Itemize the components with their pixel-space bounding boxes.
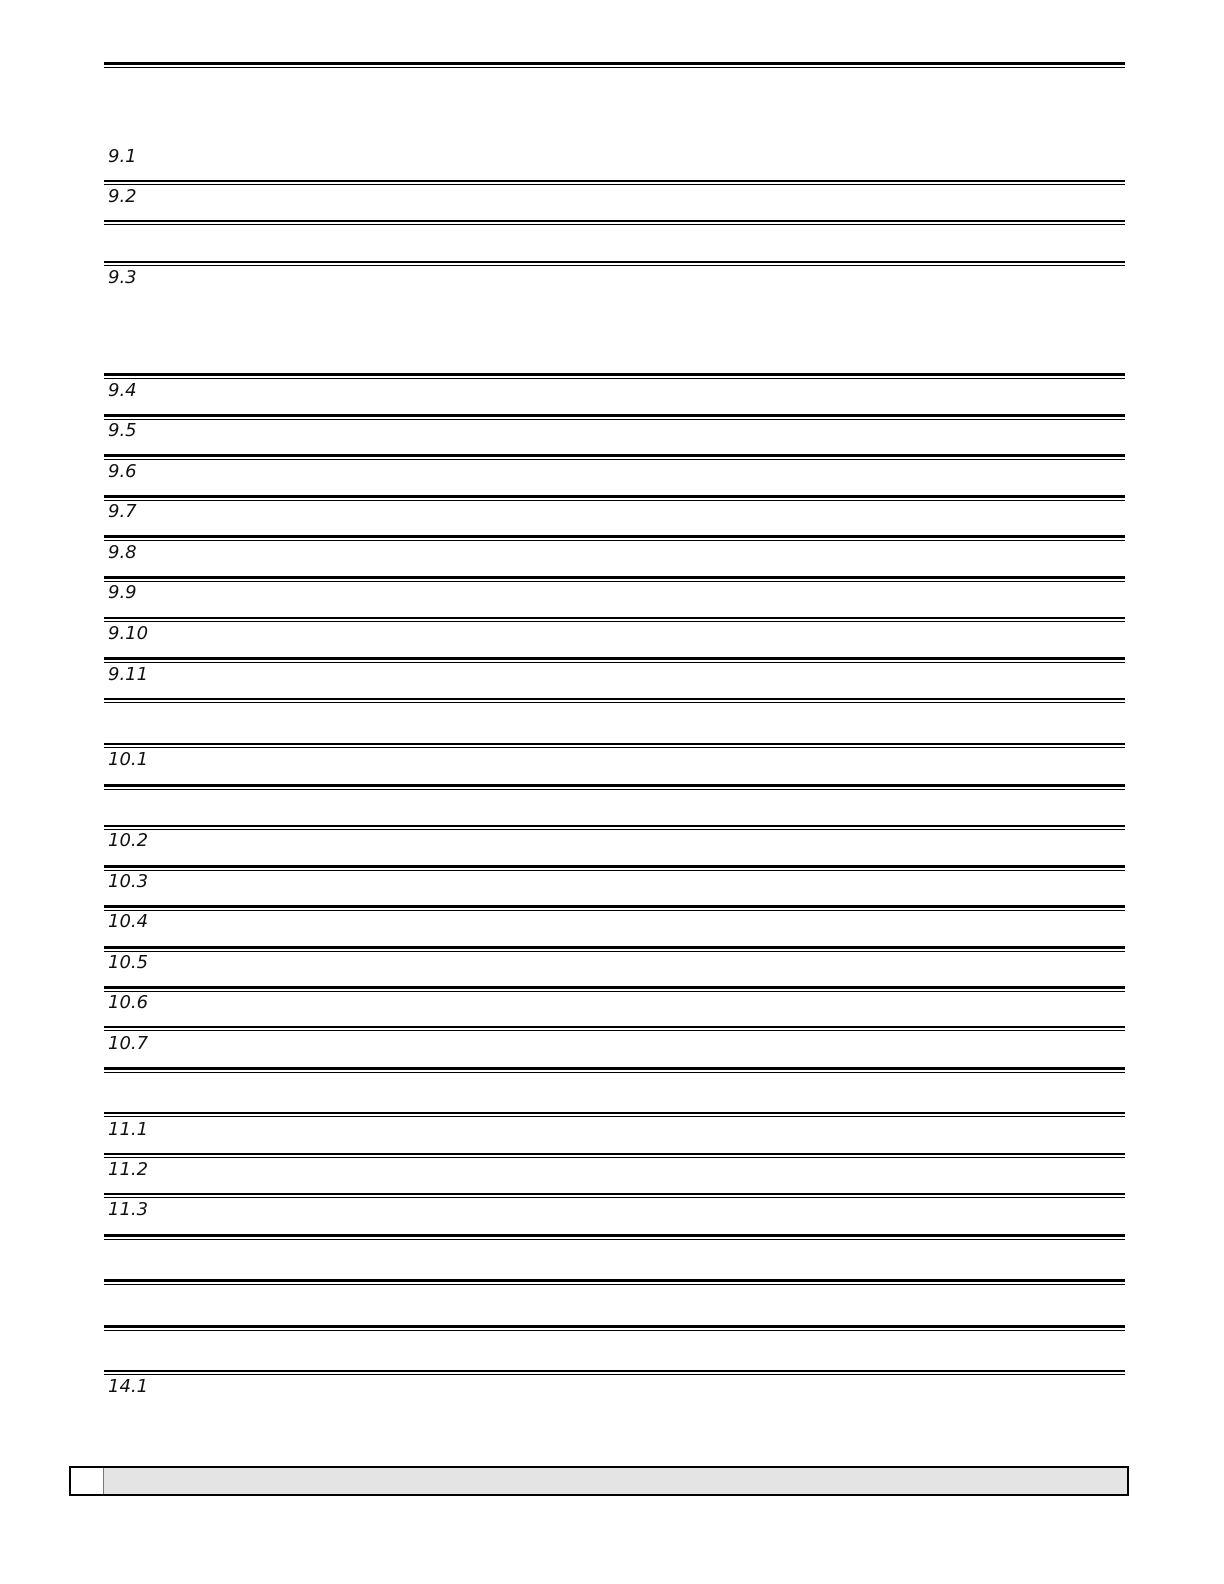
section-number: 9.5 (108, 420, 137, 441)
rule-divider (104, 743, 1125, 748)
section-number: 10.5 (108, 952, 149, 973)
rule-divider (104, 373, 1125, 379)
section-number: 11.2 (108, 1159, 149, 1180)
section-number: 9.10 (108, 623, 149, 644)
section-number: 9.3 (108, 267, 137, 288)
rule-divider (104, 1370, 1125, 1375)
footer-bar (69, 1466, 1129, 1496)
rule-divider (104, 905, 1125, 911)
rule-divider (104, 1193, 1125, 1198)
rule-divider (104, 454, 1125, 460)
section-number: 10.7 (108, 1033, 149, 1054)
rule-divider (104, 825, 1125, 830)
rule-divider (104, 1325, 1125, 1331)
section-number: 9.2 (108, 186, 137, 207)
section-number: 10.4 (108, 911, 149, 932)
section-number: 9.8 (108, 542, 137, 563)
rule-divider (104, 1026, 1125, 1031)
rule-divider (104, 617, 1125, 622)
rule-divider (104, 986, 1125, 992)
section-number: 9.4 (108, 380, 137, 401)
rule-divider (104, 1153, 1125, 1158)
rule-divider (104, 576, 1125, 582)
section-number: 9.11 (108, 664, 149, 685)
rule-divider (104, 946, 1125, 952)
section-number: 10.1 (108, 749, 149, 770)
rule-divider (104, 1112, 1125, 1117)
section-number: 9.9 (108, 582, 137, 603)
rule-divider (104, 535, 1125, 541)
rule-divider (104, 1234, 1125, 1240)
section-number: 9.1 (108, 146, 137, 167)
rule-divider (104, 784, 1125, 790)
rule-divider (104, 414, 1125, 420)
rule-divider (104, 1279, 1125, 1285)
section-number: 9.6 (108, 461, 137, 482)
section-number: 14.1 (108, 1376, 149, 1397)
rule-divider (104, 495, 1125, 501)
rule-divider (104, 865, 1125, 871)
footer-page-box (71, 1468, 104, 1494)
section-number: 10.6 (108, 992, 149, 1013)
top-rule (104, 62, 1125, 68)
section-number: 10.3 (108, 871, 149, 892)
section-number: 11.3 (108, 1199, 149, 1220)
section-number: 10.2 (108, 830, 149, 851)
rule-divider (104, 261, 1125, 266)
rule-divider (104, 180, 1125, 185)
rule-divider (104, 698, 1125, 703)
rule-divider (104, 657, 1125, 663)
section-number: 9.7 (108, 501, 137, 522)
rule-divider (104, 220, 1125, 225)
rule-divider (104, 1067, 1125, 1073)
section-number: 11.1 (108, 1119, 149, 1140)
